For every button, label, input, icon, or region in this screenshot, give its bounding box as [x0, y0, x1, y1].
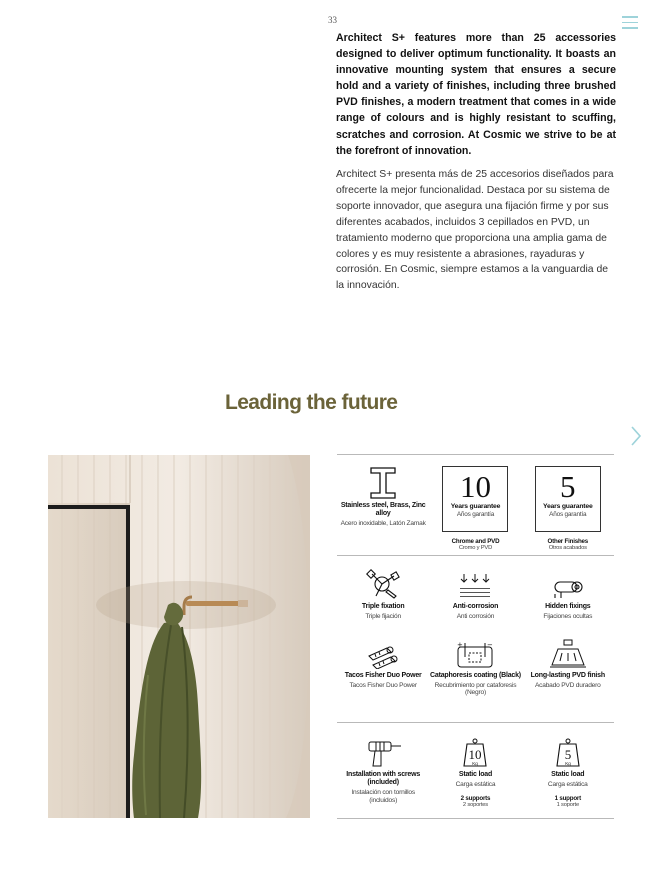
feature-static-load-10 — [429, 734, 521, 809]
weight-value: 10 — [468, 747, 482, 762]
hamburger-menu-icon[interactable] — [622, 16, 638, 30]
intro-english: Architect S+ features more than 25 accessories designed to deliver optimum functionality. It boasts an innovative mounting system that ensures a secure hold and a variety of finishes, including three brushed PVD finishes, a modern treatment that comes in a wide range of colours and is highly resistant to scuffing, scratches and corrosion. At Cosmic we strive to be at the forefront of innovation. — [336, 32, 616, 157]
hidden-fixing-icon — [522, 566, 614, 600]
feature-material-subtitle: Acero inoxidable, Latón Zamak — [340, 520, 426, 527]
feature-title: Triple fixation — [361, 603, 405, 610]
intro-spanish: Architect S+ presenta más de 25 accesorios diseñados para ofrecerte la mejor funcionalidad. Destaca por su sistema de soporte innovador, que asegura una fijación firme y por sus diferentes acabados, incluidos 3 cepillados en PVD, un tratamiento moderno que proporciona una amplia gama de colores y es muy resistente a abrasiones, rayaduras y corrosión. En Cosmic, siempre estamos a la vanguardia de la innovación. — [336, 169, 614, 292]
i-beam-icon — [337, 455, 429, 499]
plus-sign: + — [457, 640, 464, 649]
feature-subtitle: Triple fijación — [365, 613, 401, 620]
feature-static-load-5 — [522, 734, 614, 809]
minus-sign: − — [487, 640, 494, 649]
guarantee-number: 10 — [459, 469, 491, 504]
feature-supports: 2 supports — [460, 794, 491, 802]
page-number: 33 — [328, 15, 337, 25]
feature-title: Static load — [458, 771, 493, 778]
feature-subtitle: Fijaciones ocultas — [543, 613, 593, 620]
feature-subtitle: Carga estática — [455, 781, 496, 788]
guarantee-finish-es: Otros acabados — [548, 545, 587, 551]
feature-title: Long-lasting PVD finish — [530, 671, 605, 679]
feature-supports-es: 1 soporte — [556, 801, 579, 808]
features-section-fixings — [337, 555, 614, 722]
feature-supports-es: 2 soportes — [462, 801, 488, 808]
feature-guarantee-other — [522, 455, 614, 552]
guarantee-box — [535, 466, 601, 532]
features-section-materials — [337, 454, 614, 555]
feature-subtitle: Instalación con tornillos (incluidos) — [351, 789, 415, 804]
wall-plug-icon — [337, 635, 429, 669]
feature-subtitle: Recubrimiento por cataforesis (Negro) — [434, 681, 517, 697]
feature-anti-corrosion — [429, 566, 521, 621]
feature-installation — [337, 734, 429, 809]
guarantee-box — [442, 466, 508, 532]
feature-material — [337, 455, 429, 552]
weight-icon — [429, 734, 521, 768]
coating-tank-icon — [429, 635, 521, 669]
feature-title: Tacos Fisher Duo Power — [344, 671, 422, 679]
weight-unit: Kg — [472, 761, 479, 766]
headline: Leading the future — [225, 391, 398, 414]
guarantee-title: Years guarantee — [450, 503, 501, 510]
feature-title: Installation with screws (included) — [346, 771, 421, 786]
weight-icon — [522, 734, 614, 768]
guarantee-subtitle: Años garantía — [549, 511, 587, 518]
guarantee-number: 5 — [560, 469, 576, 504]
feature-supports: 1 support — [554, 794, 581, 802]
feature-triple-fixation — [337, 566, 429, 621]
features-panel — [337, 454, 614, 819]
features-section-installation — [337, 722, 614, 819]
guarantee-finish: Other Finishes — [547, 538, 589, 545]
feature-pvd — [522, 635, 614, 697]
feature-subtitle: Anti corrosión — [456, 613, 495, 620]
feature-title: Hidden fixings — [545, 603, 591, 610]
drill-icon — [337, 734, 429, 768]
feature-hidden-fixings — [522, 566, 614, 621]
feature-title: Anti-corrosion — [452, 603, 499, 610]
product-photo — [48, 455, 310, 818]
guarantee-title: Years guarantee — [543, 503, 593, 510]
guarantee-finish: Chrome and PVD — [451, 538, 500, 545]
feature-material-title: Stainless steel, Brass, Zinc alloy — [340, 502, 426, 517]
fixation-icon — [337, 566, 429, 600]
feature-subtitle: Acabado PVD duradero — [534, 681, 601, 689]
feature-guarantee-chrome — [429, 455, 521, 552]
feature-tacos — [337, 635, 429, 697]
pvd-chamber-icon — [522, 635, 614, 669]
chevron-right-icon[interactable] — [629, 425, 643, 447]
weight-value: 5 — [564, 747, 572, 762]
guarantee-subtitle: Años garantía — [456, 511, 495, 518]
weight-unit: Kg — [565, 761, 571, 766]
anti-corrosion-icon — [429, 566, 521, 600]
feature-subtitle: Carga estática — [547, 781, 588, 788]
feature-cataphoresis — [429, 635, 521, 697]
guarantee-finish-es: Cromo y PVD — [458, 545, 493, 551]
feature-subtitle: Tacos Fisher Duo Power — [349, 681, 417, 689]
feature-title: Cataphoresis coating (Black) — [430, 671, 521, 679]
feature-title: Static load — [551, 771, 585, 778]
